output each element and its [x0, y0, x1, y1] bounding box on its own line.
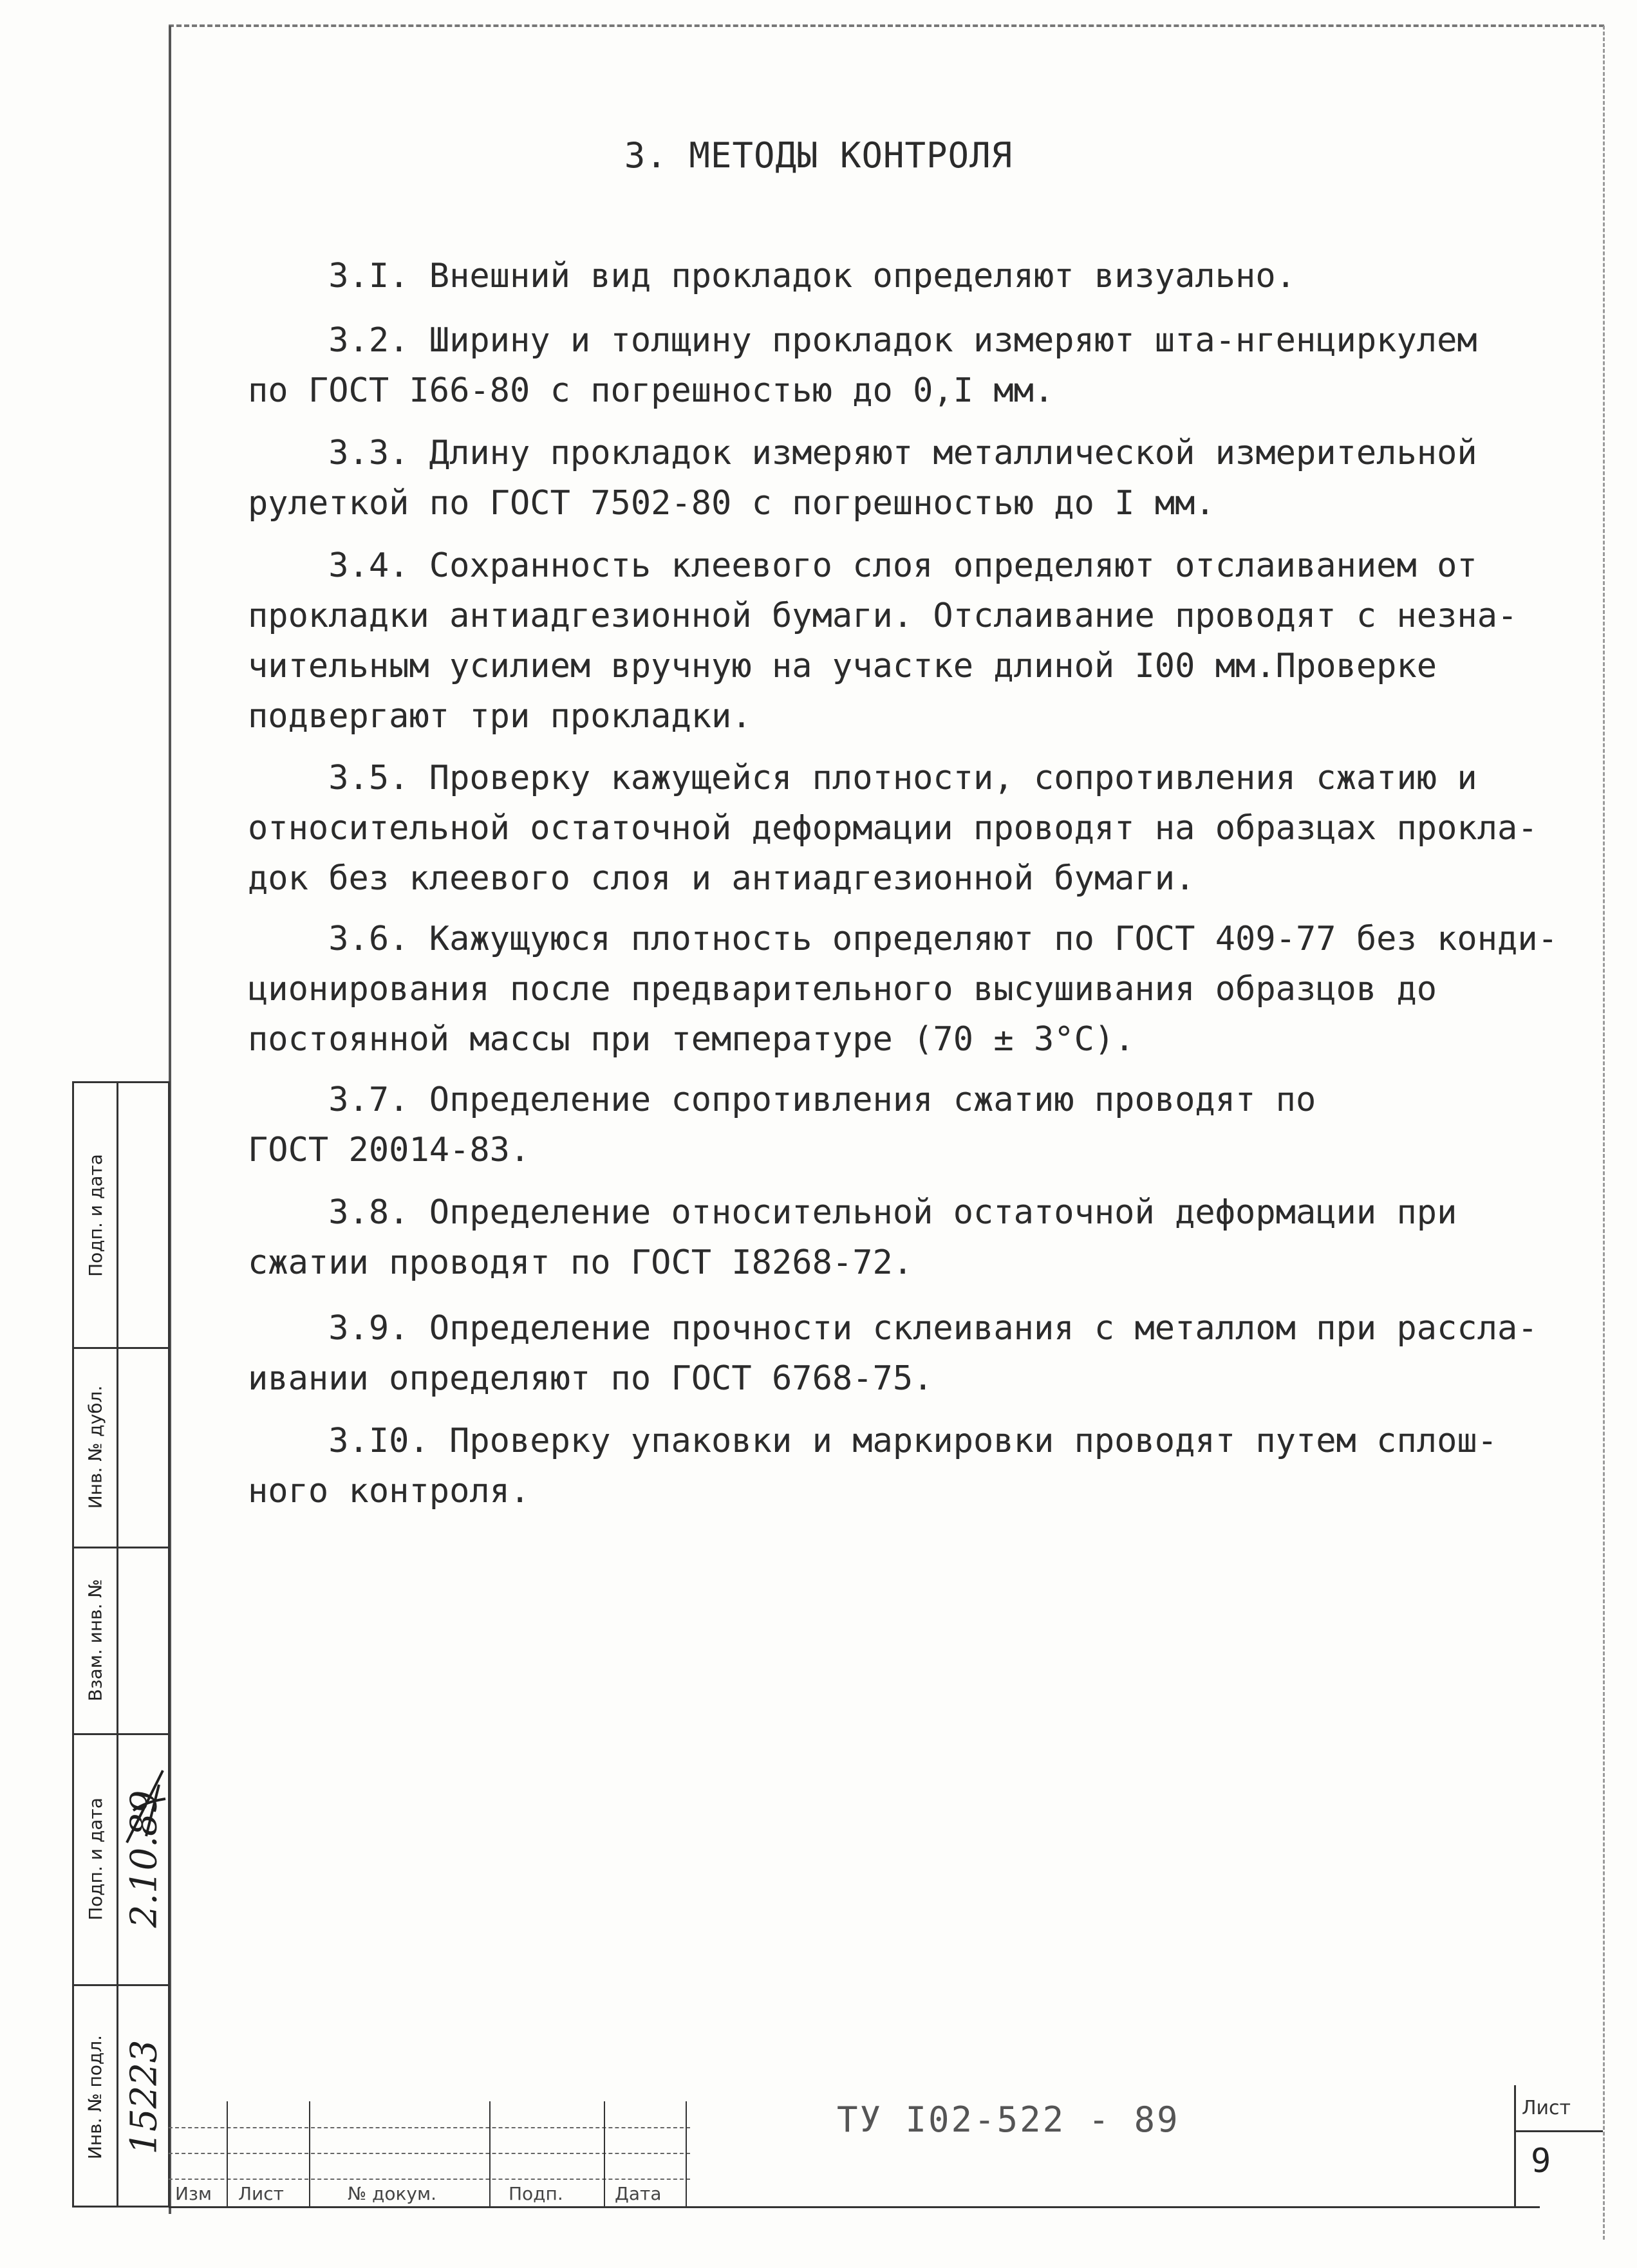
title-block-col-line	[1514, 2085, 1516, 2208]
paragraph-3-8: 3.8. Определение относительной остаточной деформации при сжатии проводят по ГОСТ I8268-72.	[248, 1193, 1457, 1282]
title-block-col-line	[309, 2101, 310, 2208]
title-block-header-change: Изм	[175, 2183, 212, 2204]
title-block-sheet-divider	[1514, 2130, 1603, 2132]
paragraph-3-1: 3.I. Внешний вид прокладок определяют визуально.	[248, 257, 1296, 295]
margin-label-replace-inventory: Взам. инв. №	[84, 1578, 106, 1702]
paragraph-3-7: 3.7. Определение сопротивления сжатию проводят по ГОСТ 20014-83.	[248, 1081, 1316, 1169]
title-block-header-doc-number: № докум.	[348, 2183, 437, 2204]
title-block-bottom-line	[169, 2206, 1540, 2208]
margin-label-sign-date-2: Подп. и дата	[84, 1797, 106, 1920]
title-block-row-line	[169, 2127, 690, 2128]
title-block-col-line	[604, 2101, 605, 2208]
title-block-header-date: Дата	[615, 2183, 662, 2204]
paragraph-3-3: 3.3. Длину прокладок измеряют металлической измерительной рулеткой по ГОСТ 7502-80 с погрешностью до I мм.	[248, 434, 1477, 523]
paragraph-3-9: 3.9. Определение прочности склеивания с металлом при рассла- ивании определяют по ГОСТ 6768-75.	[248, 1309, 1538, 1398]
title-block-header-signature: Подп.	[509, 2183, 563, 2204]
title-block-col-line	[227, 2101, 228, 2208]
title-block-row-line	[169, 2153, 690, 2154]
document-code: ТУ I02-522 - 89	[837, 2099, 1180, 2140]
signature-mark	[120, 1765, 169, 1849]
frame-top-edge	[169, 24, 1604, 27]
paragraph-3-5: 3.5. Проверку кажущейся плотности, сопротивления сжатию и относительной остаточной деформации проводят на образцах прокла- док без клеевого слоя и антиадгезионной бумаги.	[248, 759, 1538, 898]
frame-right-edge	[1603, 26, 1605, 2240]
sheet-number: 9	[1531, 2142, 1551, 2180]
sheet-label: Лист	[1522, 2097, 1571, 2119]
title-block-col-line	[489, 2101, 491, 2208]
title-block-header-sheet: Лист	[238, 2183, 284, 2204]
handwritten-inventory-number: 15223	[123, 2039, 165, 2155]
title-block-header-line	[169, 2179, 690, 2180]
paragraph-3-10: 3.I0. Проверку упаковки и маркировки проводят путем сплош- ного контроля.	[248, 1422, 1498, 1510]
paragraph-3-6: 3.6. Кажущуюся плотность определяют по ГОСТ 409-77 без конди- ционирования после предварительного высушивания образцов до постоянной массы при температуре (70 ± 3°С).	[248, 920, 1558, 1059]
paragraph-3-2: 3.2. Ширину и толщину прокладок измеряют шта-нгенциркулем по ГОСТ I66-80 с погрешностью до 0,I мм.	[248, 321, 1477, 410]
margin-label-sign-date-1: Подп. и дата	[84, 1153, 106, 1277]
margin-label-original-inventory: Инв. № подл.	[84, 2034, 106, 2159]
section-heading: 3. МЕТОДЫ КОНТРОЛЯ	[624, 135, 1013, 176]
margin-label-dup-inventory: Инв. № дубл.	[84, 1385, 106, 1509]
paragraph-3-4: 3.4. Сохранность клеевого слоя определяют отслаиванием от прокладки антиадгезионной бумаги. Отслаивание проводят с незна- чительным усилием вручную на участке длиной I00 мм.Проверке подвергают три прокладки.	[248, 546, 1518, 736]
handwritten-date: 2.10.89	[123, 1790, 165, 1928]
title-block-col-line	[686, 2101, 687, 2208]
margin-stamp-block	[72, 1081, 170, 2208]
